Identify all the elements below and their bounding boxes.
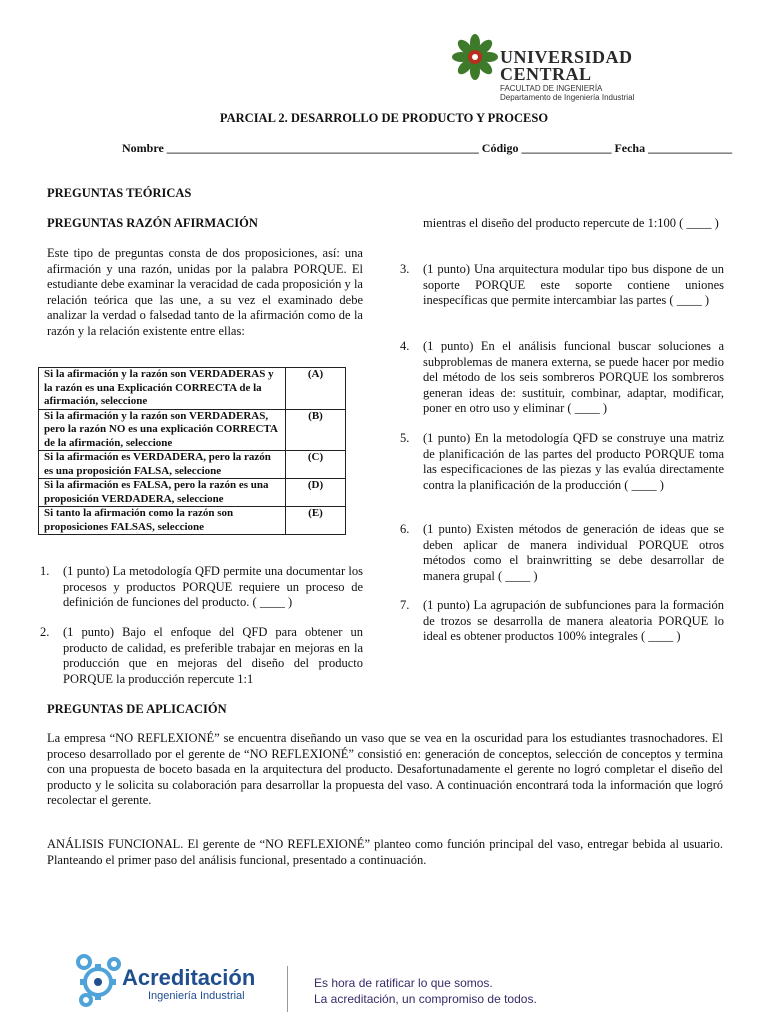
question-1 [40, 564, 363, 611]
accreditation-footer [74, 948, 714, 1018]
question-number: 2. [40, 625, 50, 639]
gear-cluster-icon [74, 952, 124, 1008]
question-number: 5. [400, 431, 410, 445]
university-name-line1: UNIVERSIDAD [500, 47, 633, 67]
university-logo [452, 34, 652, 104]
question-number: 6. [400, 522, 410, 536]
option-text: Si la afirmación y la razón son VERDADERAS, pero la razón NO es una explicación CORRECTA de la afirmación, seleccione [39, 409, 286, 451]
question-7 [400, 598, 724, 645]
question-4 [400, 339, 724, 417]
option-text: Si la afirmación es VERDADERA, pero la razón es una proposición FALSA, seleccione [39, 451, 286, 479]
question-number: 1. [40, 564, 50, 578]
faculty-name: FACULTAD DE INGENIERÍA [500, 84, 603, 93]
exam-title: PARCIAL 2. DESARROLLO DE PRODUCTO Y PROCESO [219, 111, 549, 125]
intro-paragraph: Este tipo de preguntas consta de dos proposiciones, así: una afirmación y una razón, unidas por la palabra PORQUE. El estudiante debe examinar la veracidad de cada proposición y la relación teórica que las une, a su vez el examinado debe analizar la verdad o falsedad tanto de la afirmación como de la razón y la relación existente entre ellas: [47, 246, 363, 338]
question-text: (1 punto) La agrupación de subfunciones para la formación de trozos se desarrolla de manera aleatoria PORQUE lo ideal es obtener productos 100% integrales ( ____ ) [423, 598, 724, 643]
option-code: (B) [286, 409, 346, 451]
question-5 [400, 431, 724, 493]
slogan-line1: Es hora de ratificar lo que somos. [314, 976, 493, 990]
accreditation-brand: Acreditación [122, 965, 256, 990]
question-text: (1 punto) Una arquitectura modular tipo bus dispone de un soporte PORQUE este soporte contiene uniones inespecíficas que permite intercambiar las partes ( ____ ) [423, 262, 724, 307]
option-row-d [39, 479, 346, 507]
footer-divider [287, 966, 288, 1012]
question-text: (1 punto) La metodología QFD permite una documentar los procesos y productos PORQUE requiere un proceso de definición de funciones del producto. ( ____ ) [63, 564, 363, 609]
question-text: (1 punto) Existen métodos de generación de ideas que se deben aplicar de manera individual PORQUE otros métodos como el brainwritting se debe desarrollar de manera grupal ( ____ ) [423, 522, 724, 583]
option-text: Si la afirmación es FALSA, pero la razón es una proposición VERDADERA, seleccione [39, 479, 286, 507]
option-code: (A) [286, 368, 346, 410]
option-row-c [39, 451, 346, 479]
question-number: 4. [400, 339, 410, 353]
option-code: (E) [286, 507, 346, 535]
section-application-heading: PREGUNTAS DE APLICACIÓN [47, 702, 227, 716]
question-number: 3. [400, 262, 410, 276]
option-row-e [39, 507, 346, 535]
accreditation-subtitle: Ingeniería Industrial [148, 990, 245, 1002]
flower-emblem-icon [452, 34, 498, 80]
answer-options-table [38, 367, 346, 535]
question-3 [400, 262, 724, 309]
option-row-b [39, 409, 346, 451]
question-text: (1 punto) En la metodología QFD se construye una matriz de planificación de las partes del producto PORQUE toma las especificaciones de las piezas y las evalúa directamente contra la planificación de la producción ( ____ ) [423, 431, 724, 492]
question-text: mientras el diseño del producto repercute de 1:100 ( ____ ) [423, 216, 719, 230]
slogan-line2: La acreditación, un compromiso de todos. [314, 992, 537, 1006]
department-name: Departamento de Ingeniería Industrial [500, 93, 635, 102]
option-row-a [39, 368, 346, 410]
option-code: (D) [286, 479, 346, 507]
student-info-line: Nombre ____________________________________________________ Código _______________ Fecha ______________ [122, 141, 733, 155]
question-6 [400, 522, 724, 584]
application-paragraph: La empresa “NO REFLEXIONÉ” se encuentra diseñando un vaso que se vea en la oscuridad para los estudiantes trasnochadores. El proceso desarrollado por el gerente de “NO REFLEXIONÉ” consistió en: generación de conceptos, selección de conceptos y termina con una propuesta de boceto basada en la arquitectura del producto. Desafortunadamente el gerente no logró completar el diseño del producto y le solicita su colaboración para desarrollar la propuesta del vaso. A continuación encontrará toda la información que logró recolectar el gerente. [47, 731, 723, 807]
option-code: (C) [286, 451, 346, 479]
question-number: 7. [400, 598, 410, 612]
option-text: Si la afirmación y la razón son VERDADERAS y la razón es una Explicación CORRECTA de la afirmación, seleccione [39, 368, 286, 410]
university-name-line2: CENTRAL [500, 64, 592, 84]
option-text: Si tanto la afirmación como la razón son proposiciones FALSAS, seleccione [39, 507, 286, 535]
question-2 [40, 625, 363, 687]
section-theory-heading: PREGUNTAS TEÓRICAS [47, 186, 192, 200]
question-2-continued [400, 216, 724, 232]
question-number [400, 216, 423, 232]
question-text: (1 punto) En el análisis funcional buscar soluciones a subproblemas de manera externa, se puede hacer por medio del método de los seis sombreros PORQUE los sombreros generan ideas de: sustituir, combinar, adaptar, modificar, poner en otro uso y eliminar ( ____ ) [423, 339, 724, 415]
functional-analysis-paragraph: ANÁLISIS FUNCIONAL. El gerente de “NO REFLEXIONÉ” planteo como función principal del vaso, entregar bebida al usuario. Planteando el primer paso del análisis funcional, presentado a continuación. [47, 837, 723, 867]
section-reason-heading: PREGUNTAS RAZÓN AFIRMACIÓN [47, 216, 258, 230]
question-text: (1 punto) Bajo el enfoque del QFD para obtener un producto de calidad, es preferible trabajar en mejoras en la producción que en mejoras del diseño del producto PORQUE la producción repercute 1:1 [63, 625, 363, 686]
